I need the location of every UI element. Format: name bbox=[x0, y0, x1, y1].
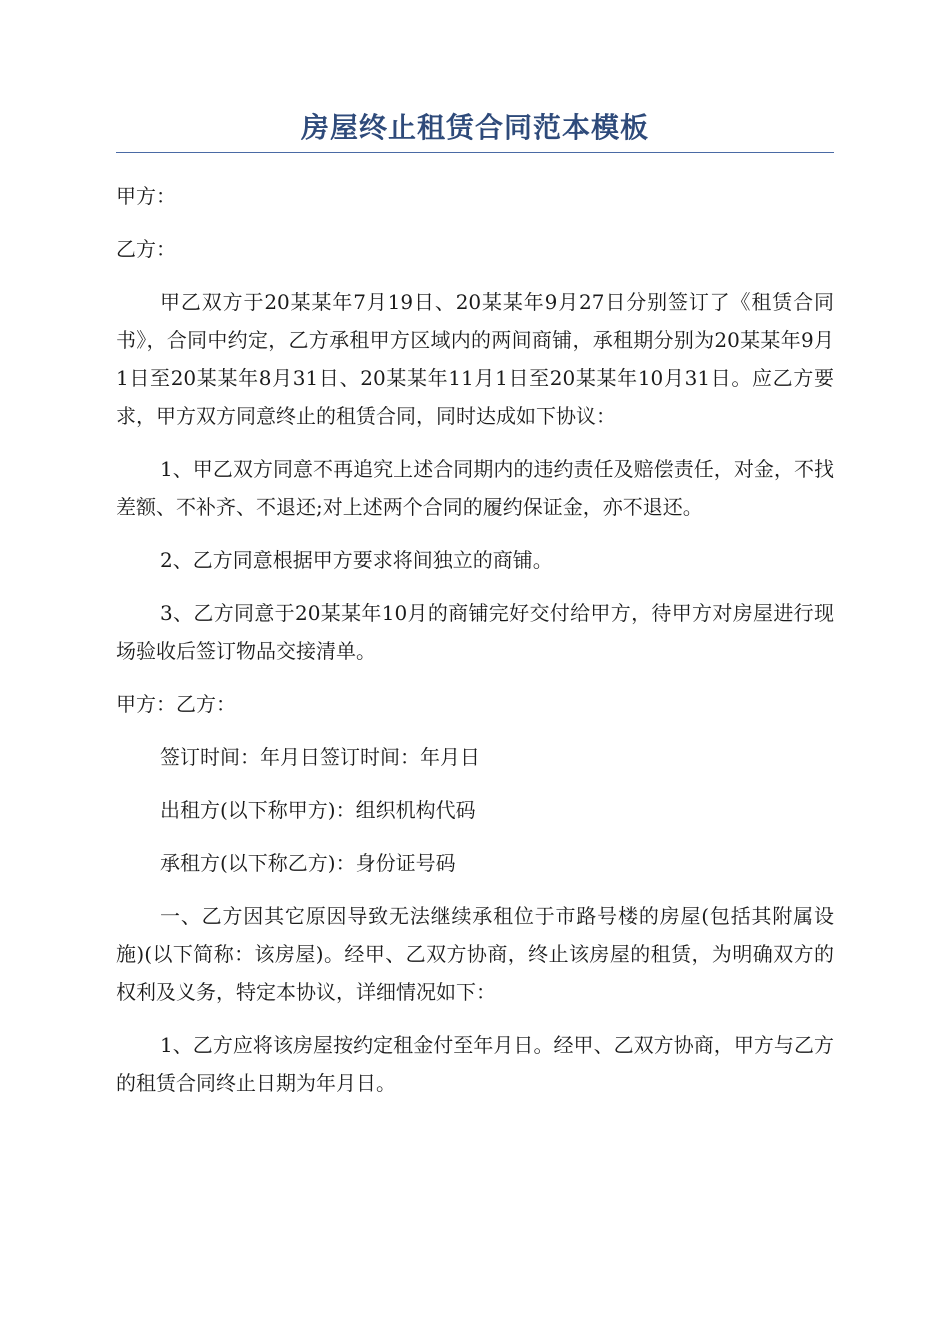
lessee-line: 承租方(以下称乙方)：身份证号码 bbox=[160, 851, 456, 875]
sign-time: 签订时间：年月日签订时间：年月日 bbox=[160, 745, 480, 769]
document-title: 房屋终止租赁合同范本模板 bbox=[300, 111, 649, 144]
lessor-line: 出租方(以下称甲方)：组织机构代码 bbox=[160, 798, 476, 822]
document-page bbox=[116, 108, 834, 1117]
signature-line: 甲方：乙方： bbox=[116, 692, 236, 716]
intro-paragraph: 甲乙双方于20某某年7月19日、20某某年9月27日分别签订了《租赁合同书》，合同中约定，乙方承租甲方区域内的两间商铺，承租期分别为20某某年9月1日至20某某年8月31日、20某某年11月1日至20某某年10月31日。应乙方要求，甲方双方同意终止的租赁合同，同时达成如下协议： bbox=[116, 290, 834, 428]
clause-2: 2、乙方同意根据甲方要求将间独立的商铺。 bbox=[160, 548, 553, 572]
clause-3: 3、乙方同意于20某某年10月的商铺完好交付给甲方，待甲方对房屋进行现场验收后签订物品交接清单。 bbox=[116, 601, 834, 663]
party-b-label: 乙方： bbox=[116, 237, 176, 261]
title-divider bbox=[116, 152, 834, 153]
section-one-item-1: 1、乙方应将该房屋按约定租金付至年月日。经甲、乙双方协商，甲方与乙方的租赁合同终止日期为年月日。 bbox=[116, 1033, 834, 1095]
party-a-label: 甲方： bbox=[116, 184, 176, 208]
section-one-paragraph: 一、乙方因其它原因导致无法继续承租位于市路号楼的房屋(包括其附属设施)(以下简称：该房屋)。经甲、乙双方协商，终止该房屋的租赁，为明确双方的权利及义务，特定本协议，详细情况如下： bbox=[116, 904, 834, 1004]
clause-1: 1、甲乙双方同意不再追究上述合同期内的违约责任及赔偿责任，对金，不找差额、不补齐、不退还;对上述两个合同的履约保证金，亦不退还。 bbox=[116, 457, 834, 519]
